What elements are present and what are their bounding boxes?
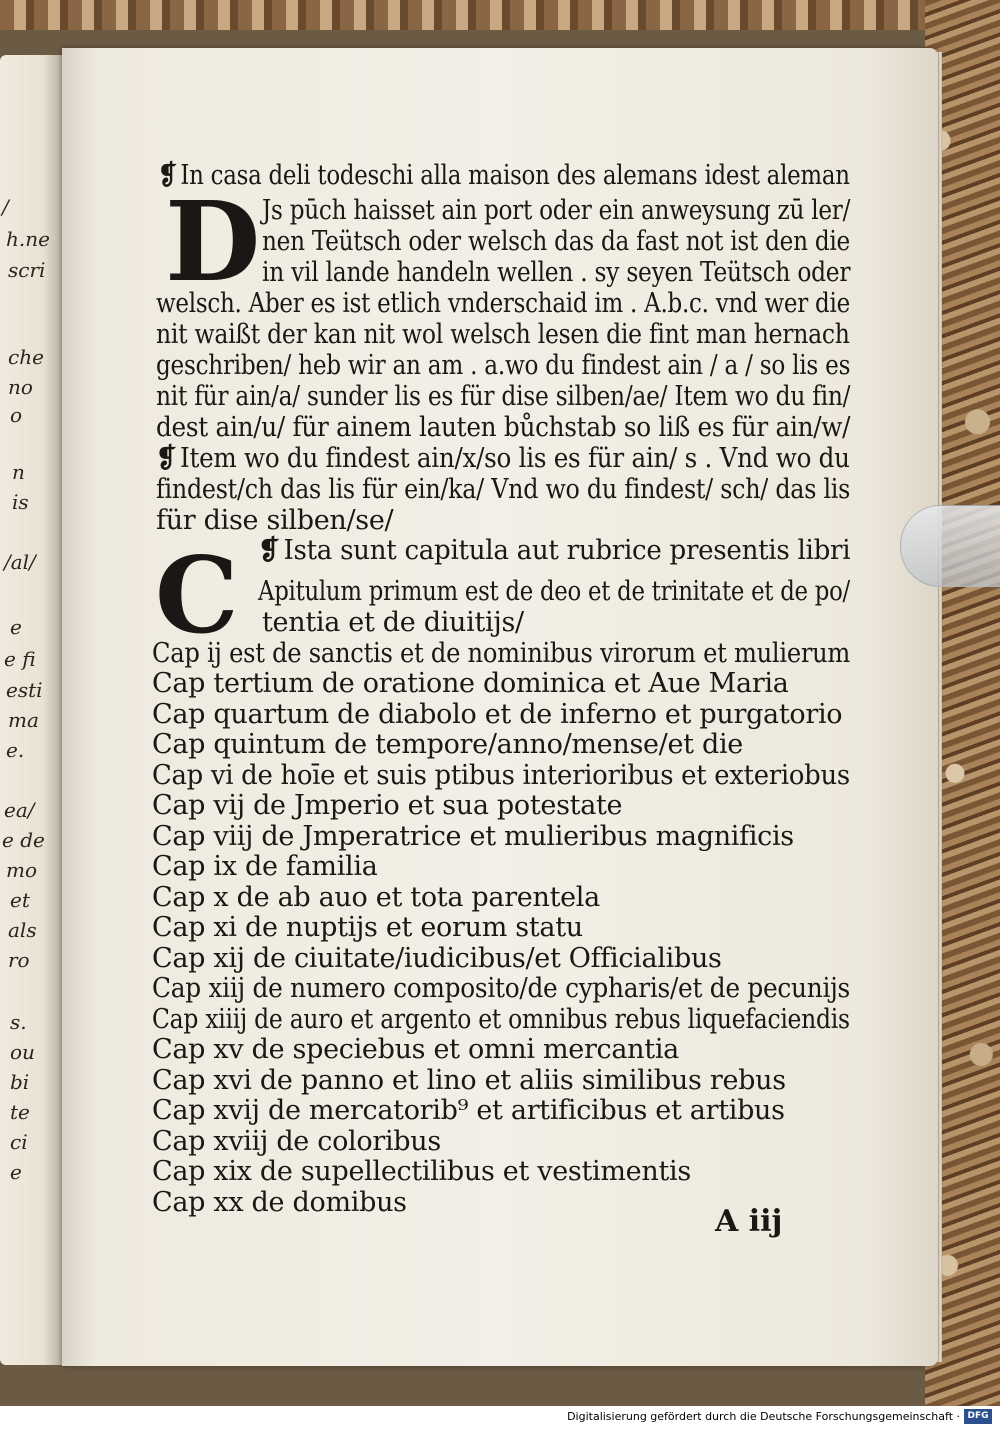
chapter-line: Cap xvi de panno et lino et aliis similibus rebus [152, 1065, 786, 1096]
chapter-line: Cap vij de Jmperio et sua potestate [152, 790, 623, 821]
chapter-line: Cap xv de speciebus et omni mercantia [152, 1034, 679, 1065]
chapter-line: Cap xi de nuptijs et eorum statu [152, 912, 583, 943]
pilcrow-mark: ❡ [158, 160, 177, 191]
chapter-line: Cap vi de hoīe et suis ptibus interioribus et exteriobus [152, 760, 850, 791]
chapter-one-line: Apitulum primum est de deo et de trinitate et de po/ [258, 576, 850, 607]
intro-line: dest ain/u/ für ainem lauten bůchstab so liß es für ain/w/ [156, 412, 851, 443]
left-page-fragment: s. [10, 1010, 27, 1034]
pilcrow-mark: ❡ [258, 535, 280, 566]
left-page-fragment: ci [10, 1130, 28, 1154]
rubric-text: Ista sunt capitula aut rubrice presentis libri [283, 535, 851, 566]
left-page-fragment: n [12, 460, 25, 484]
decorated-initial-d: D [165, 177, 261, 306]
left-page-fragment: ea/ [4, 798, 35, 822]
intro-line: welsch. Aber es ist etlich vnderschaid im . A.b.c. vnd wer die [156, 288, 850, 319]
chapter-line: Cap xiij de numero composito/de cypharis/et de pecunijs [152, 973, 850, 1004]
left-page-fragment: e [10, 615, 22, 639]
heading-line [158, 160, 850, 191]
left-page-fragment: e de [2, 828, 45, 852]
item-line [156, 443, 850, 474]
left-page-fragment: is [12, 490, 29, 514]
chapter-line: Cap x de ab auo et tota parentela [152, 882, 600, 913]
left-page-fragment: che [8, 345, 44, 369]
footer-bar [0, 1406, 1000, 1429]
left-page-fragment: esti [6, 678, 43, 702]
chapter-line: Cap quintum de tempore/anno/mense/et die [152, 729, 743, 760]
signature-mark: A iij [715, 1204, 783, 1239]
left-page-fragment: e. [6, 738, 25, 762]
chapter-line: Cap viij de Jmperatrice et mulieribus magnificis [152, 821, 794, 852]
left-page-fragment: bi [10, 1070, 30, 1094]
cover-top-edge [0, 0, 1000, 30]
chapter-line: Cap xix de supellectilibus et vestimentis [152, 1156, 691, 1187]
left-page-fragment: als [8, 918, 37, 942]
left-page-fragment: et [10, 888, 30, 912]
plastic-page-clip [900, 505, 1000, 587]
left-page-fragment: ro [8, 948, 30, 972]
chapter-line: Cap tertium de oratione dominica et Aue Maria [152, 668, 789, 699]
intro-line: in vil lande handeln wellen . sy seyen Teütsch oder [262, 257, 851, 288]
chapter-line: Cap xvij de mercatorib⁹ et artificibus et artibus [152, 1095, 785, 1126]
chapter-one-line: tentia et de diuitijs/ [262, 607, 524, 638]
left-page-fragment: e fi [4, 647, 36, 671]
chapter-line: Cap xiiij de auro et argento et omnibus rebus liquefaciendis [152, 1004, 850, 1035]
left-page-fragment: mo [6, 858, 38, 882]
intro-line: nit für ain/a/ sunder lis es für dise silben/ae/ Item wo du fin/ [156, 381, 851, 412]
dfg-logo[interactable]: DFG [964, 1409, 992, 1424]
left-page-fragment: e [10, 1160, 22, 1184]
item-line: findest/ch das lis für ein/ka/ Vnd wo du findest/ sch/ das lis [156, 474, 851, 505]
chapter-line: Cap quartum de diabolo et de inferno et purgatorio [152, 699, 843, 730]
intro-line: geschriben/ heb wir an am . a.wo du findest ain / a / so lis es [156, 350, 851, 381]
footer-credit: Digitalisierung gefördert durch die Deutsche Forschungsgemeinschaft · [567, 1410, 960, 1423]
left-page [0, 55, 62, 1365]
left-page-fragment: te [10, 1100, 30, 1124]
chapter-line: Cap xij de ciuitate/iudicibus/et Officialibus [152, 943, 722, 974]
item-line: für dise silben/se/ [156, 505, 394, 536]
chapter-line: Cap xx de domibus [152, 1187, 407, 1218]
heading-text: In casa deli todeschi alla maison des alemans idest aleman [180, 160, 850, 191]
left-page-fragment: /al/ [4, 550, 36, 574]
left-page-fragment: ma [8, 708, 39, 732]
left-page-fragment: no [8, 375, 33, 399]
chapter-line: Cap ix de familia [152, 851, 378, 882]
pilcrow-mark: ❡ [156, 443, 177, 474]
intro-line: nit waißt der kan nit wol welsch lesen die fint man hernach [156, 319, 850, 350]
chapter-line: Cap xviij de coloribus [152, 1126, 441, 1157]
left-page-fragment: / [2, 195, 9, 219]
rubric-line [258, 535, 850, 566]
left-page-fragment: scri [8, 258, 46, 282]
left-page-fragment: o [10, 403, 23, 427]
intro-line: Js pūch haisset ain port oder ein anweysung zū ler/ [262, 195, 851, 226]
intro-line: nen Teütsch oder welsch das da fast not ist den die [262, 226, 850, 257]
left-page-fragment: h.ne [6, 227, 50, 251]
chapter-line: Cap ij est de sanctis et de nominibus virorum et mulierum [152, 638, 851, 669]
item-text: Item wo du findest ain/x/so lis es für ain/ s . Vnd wo du [180, 443, 850, 474]
left-page-fragment: ou [10, 1040, 35, 1064]
decorated-initial-c: C [155, 533, 239, 657]
